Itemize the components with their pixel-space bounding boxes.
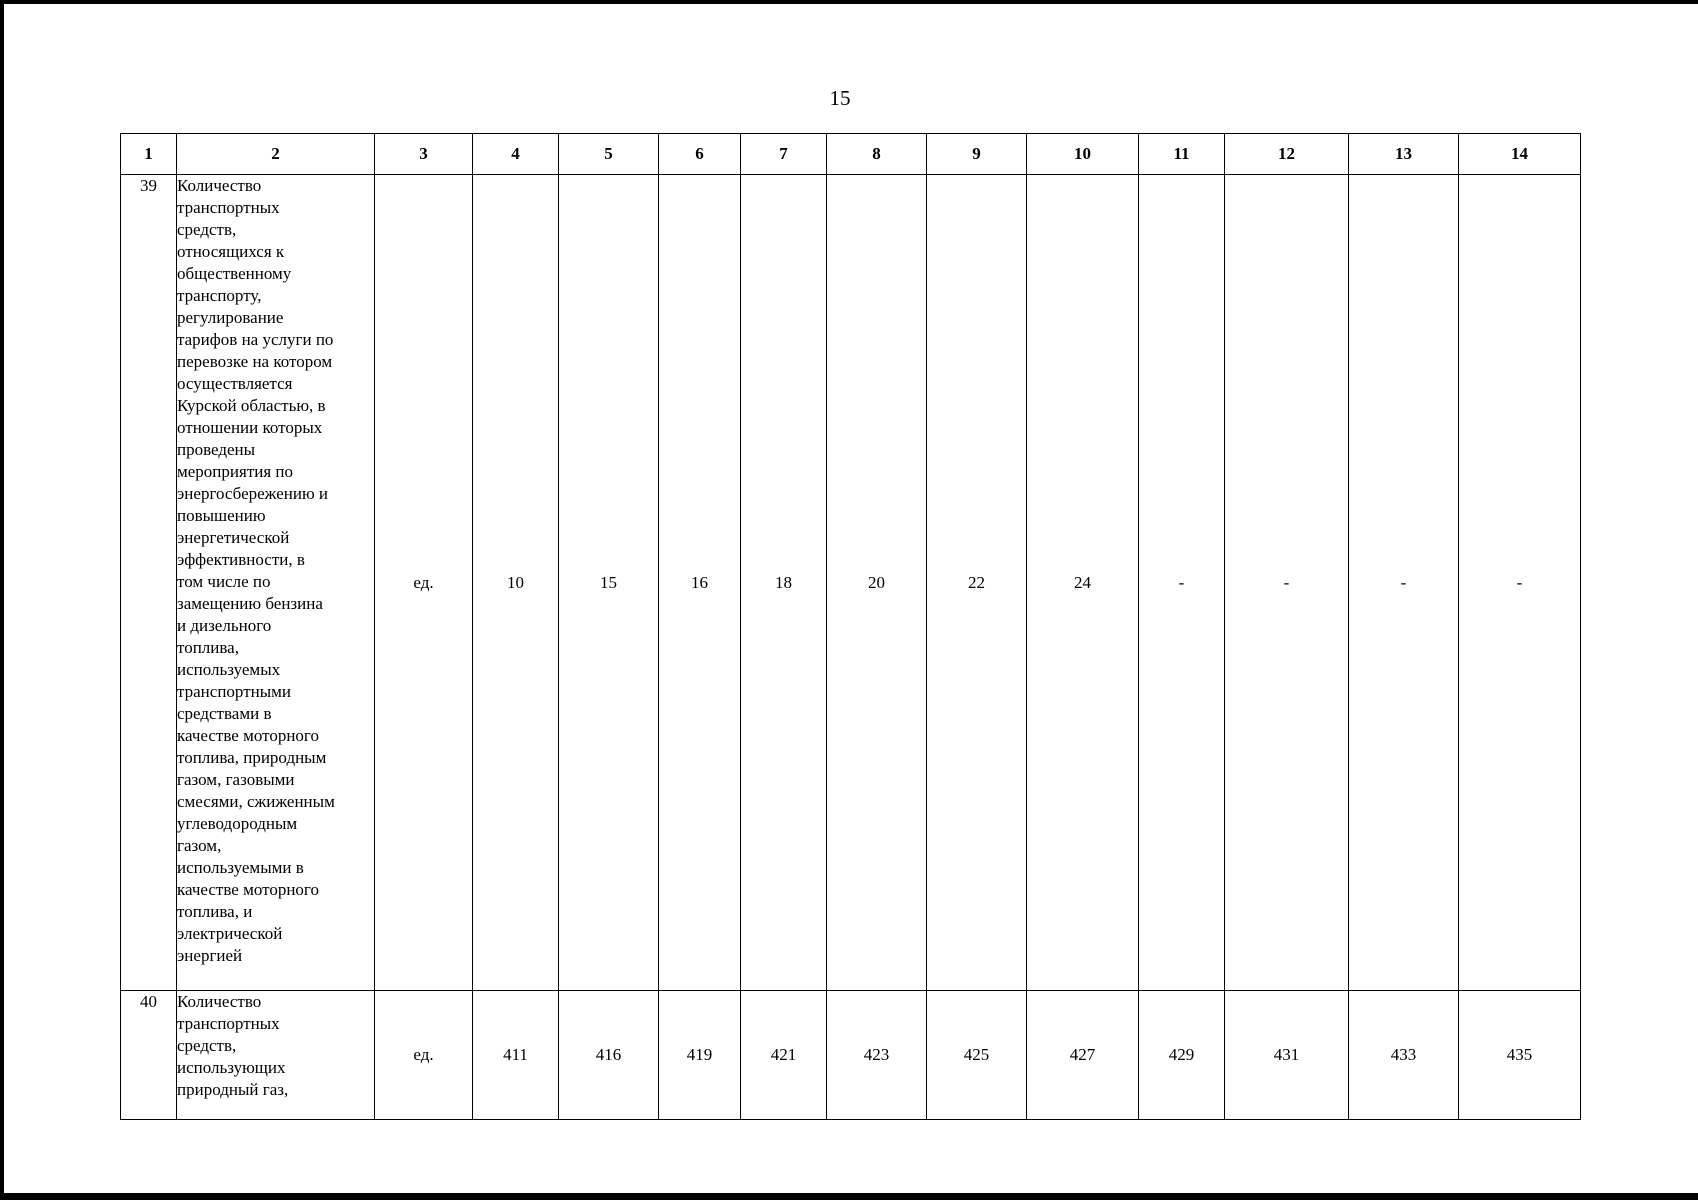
name-line: энергетической (177, 528, 290, 547)
name-line: и дизельного (177, 616, 272, 635)
header-cell: 9 (927, 134, 1027, 175)
value-cell: 431 (1225, 991, 1349, 1120)
row-number: 39 (121, 175, 177, 991)
header-cell: 11 (1139, 134, 1225, 175)
name-line: топлива, и (177, 902, 253, 921)
value-cell: 425 (927, 991, 1027, 1120)
header-cell: 6 (659, 134, 741, 175)
scan-border-bottom (0, 1193, 1698, 1200)
header-cell: 5 (559, 134, 659, 175)
name-line: относящихся к (177, 242, 285, 261)
value-cell: 15 (559, 175, 659, 991)
name-line: качестве моторного (177, 726, 319, 745)
value-cell: 429 (1139, 991, 1225, 1120)
value-cell: 419 (659, 991, 741, 1120)
header-cell: 3 (375, 134, 473, 175)
header-row (121, 134, 1581, 175)
value-cell: 10 (473, 175, 559, 991)
name-line: транспортных (177, 1014, 280, 1033)
value-cell: 435 (1459, 991, 1581, 1120)
table-row (121, 175, 1581, 991)
name-line: Количество (177, 176, 262, 195)
header-cell: 4 (473, 134, 559, 175)
value-cell: 433 (1349, 991, 1459, 1120)
value-cell: 20 (827, 175, 927, 991)
value-cell: 416 (559, 991, 659, 1120)
unit-cell: ед. (375, 175, 473, 991)
name-line: отношении которых (177, 418, 323, 437)
name-line: топлива, природным (177, 748, 327, 767)
name-line: тарифов на услуги по (177, 330, 334, 349)
indicator-name (177, 991, 375, 1120)
value-cell: 24 (1027, 175, 1139, 991)
value-cell: 22 (927, 175, 1027, 991)
name-line: замещению бензина (177, 594, 323, 613)
header-cell: 2 (177, 134, 375, 175)
name-line: проведены (177, 440, 256, 459)
header-cell: 1 (121, 134, 177, 175)
name-line: транспортными (177, 682, 292, 701)
header-cell: 12 (1225, 134, 1349, 175)
name-line: транспорту, (177, 286, 262, 305)
header-cell: 14 (1459, 134, 1581, 175)
name-line: энергосбережению и (177, 484, 328, 503)
name-line: транспортных (177, 198, 280, 217)
name-line: электрической (177, 924, 283, 943)
name-line: том числе по (177, 572, 271, 591)
name-line: общественному (177, 264, 292, 283)
name-line: используемыми в (177, 858, 304, 877)
header-cell: 13 (1349, 134, 1459, 175)
name-line: топлива, (177, 638, 239, 657)
name-line: осуществляется (177, 374, 293, 393)
name-line: смесями, сжиженным (177, 792, 335, 811)
name-line: газом, (177, 836, 222, 855)
header-cell: 10 (1027, 134, 1139, 175)
value-cell: - (1139, 175, 1225, 991)
table-row (121, 991, 1581, 1120)
value-cell: 421 (741, 991, 827, 1120)
name-line: использующих (177, 1058, 286, 1077)
value-cell: 427 (1027, 991, 1139, 1120)
scan-border-left (0, 0, 4, 1200)
name-line: углеводородным (177, 814, 298, 833)
name-line: газом, газовыми (177, 770, 295, 789)
name-line: перевозке на котором (177, 352, 333, 371)
name-line: мероприятия по (177, 462, 294, 481)
name-line: средств, (177, 220, 237, 239)
header-cell: 7 (741, 134, 827, 175)
unit-cell: ед. (375, 991, 473, 1120)
value-cell: 411 (473, 991, 559, 1120)
page-number: 15 (829, 86, 851, 110)
name-line: регулирование (177, 308, 284, 327)
scan-border-top (0, 0, 1698, 4)
name-line: Количество (177, 992, 262, 1011)
name-line: средств, (177, 1036, 237, 1055)
value-cell: 423 (827, 991, 927, 1120)
name-line: средствами в (177, 704, 272, 723)
value-cell: - (1349, 175, 1459, 991)
indicators-table (120, 133, 1581, 1120)
value-cell: 18 (741, 175, 827, 991)
row-number: 40 (121, 991, 177, 1120)
value-cell: 16 (659, 175, 741, 991)
name-line: качестве моторного (177, 880, 319, 899)
name-line: используемых (177, 660, 281, 679)
name-line: природный газ, (177, 1080, 289, 1099)
name-line: повышению (177, 506, 266, 525)
name-line: эффективности, в (177, 550, 305, 569)
value-cell: - (1225, 175, 1349, 991)
name-line: Курской областью, в (177, 396, 326, 415)
header-cell: 8 (827, 134, 927, 175)
indicator-name (177, 175, 375, 991)
name-line: энергией (177, 946, 243, 965)
value-cell: - (1459, 175, 1581, 991)
